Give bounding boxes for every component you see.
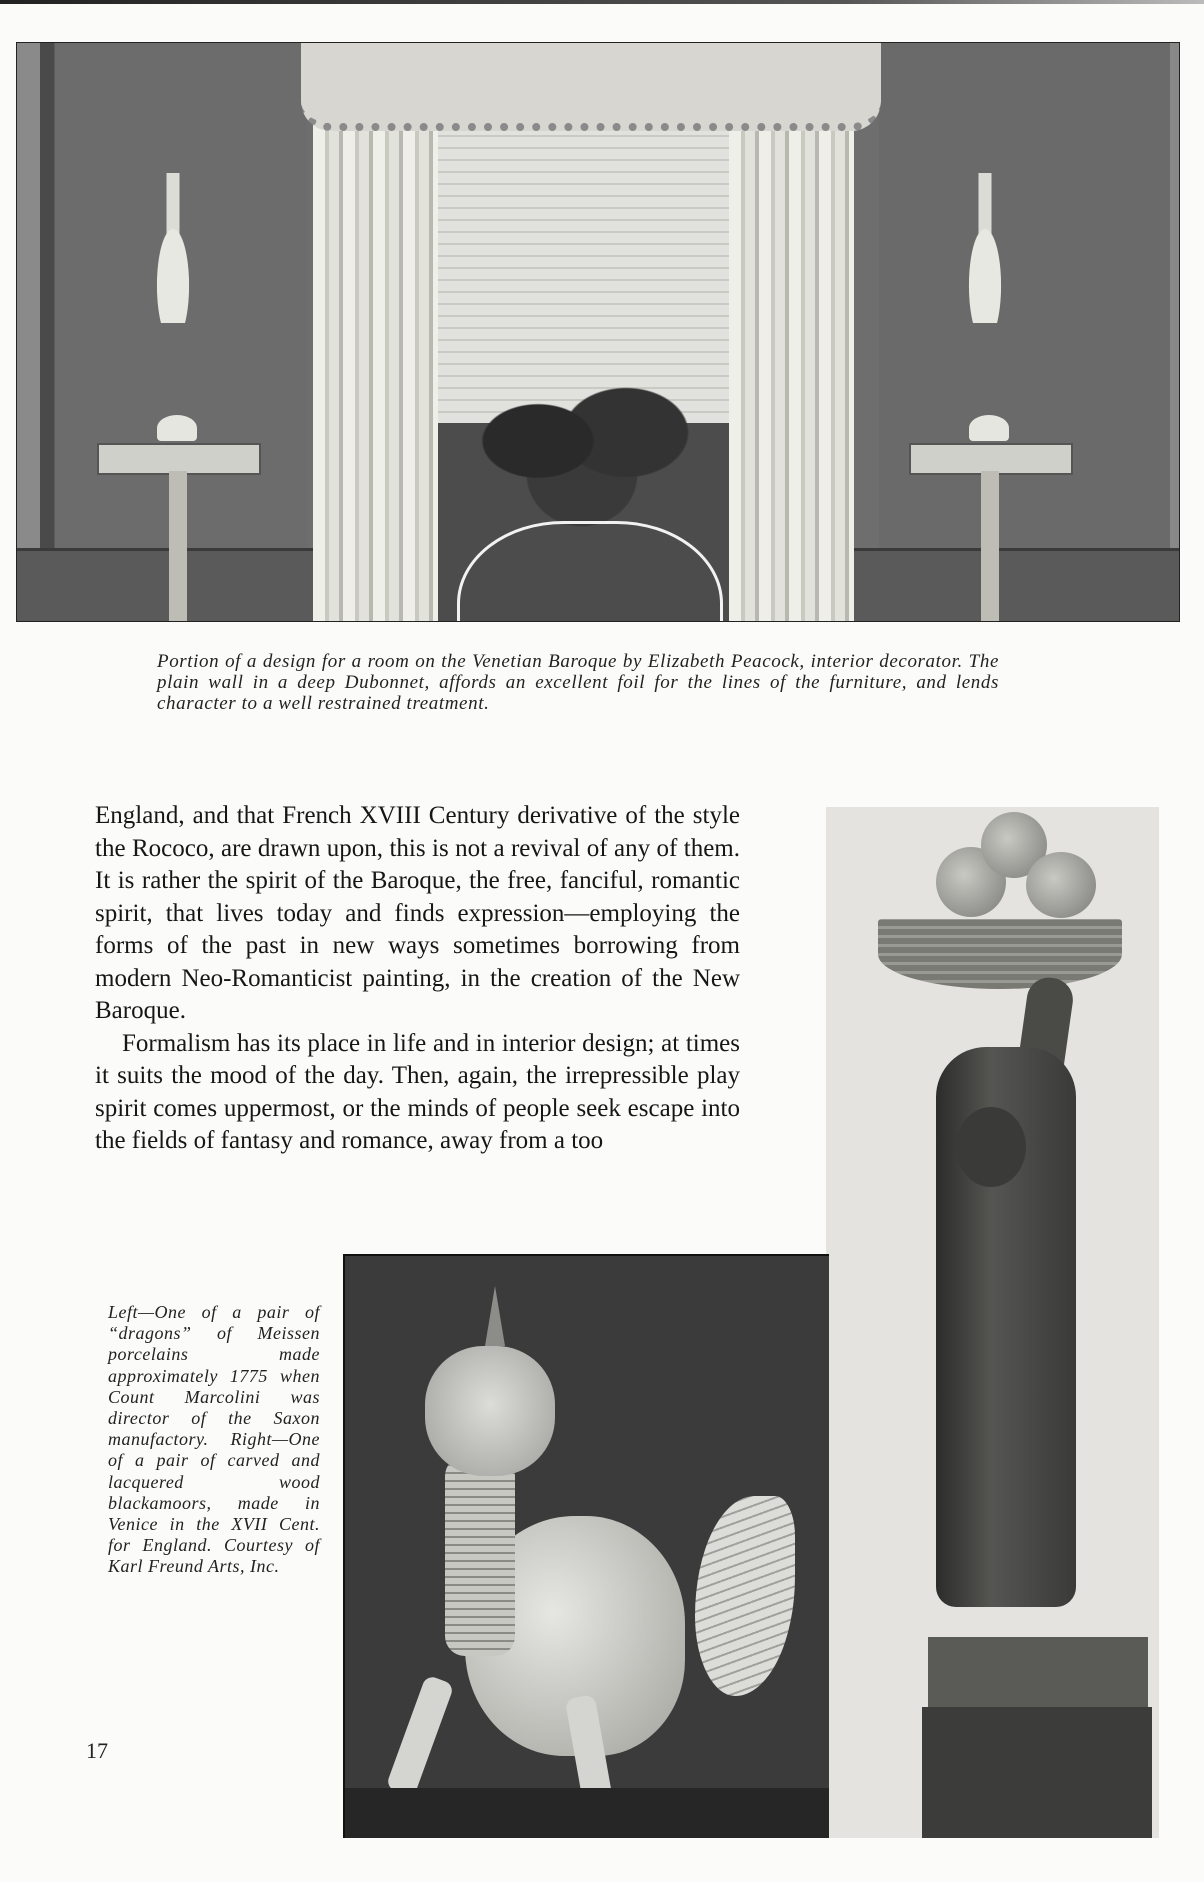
figure-head [956, 1107, 1026, 1187]
right-urn [969, 415, 1009, 441]
fruit [1026, 852, 1096, 918]
right-wall-sconce [953, 173, 1017, 323]
left-wall [17, 43, 307, 621]
right-console-leg [981, 471, 999, 621]
dragon-leg [385, 1674, 454, 1797]
dragon-wing [695, 1496, 795, 1696]
pedestal [922, 1707, 1152, 1838]
top-figure-caption: Portion of a design for a room on the Venetian Baroque by Elizabeth Peacock, interior decorator. The plain wall in a deep Dubonnet, affords an excellent foil for the lines of the furniture, and lends character to a well restrained treatment. [157, 651, 999, 714]
dragon-neck [445, 1456, 515, 1656]
bottom-figures-caption: Left—One of a pair of “dragons” of Meissen porcelains made approximately 1775 when Count Marcolini was director of the Saxon manufactory. Right—One of a pair of carved and lacquered wood blackamoors, made in Venice in the XVII Cent. for England. Courtesy of Karl Freund Arts, Inc. [108, 1302, 320, 1577]
page-top-edge [0, 0, 1204, 4]
left-curtain [313, 115, 438, 621]
room-design-photo [16, 42, 1180, 622]
pedestal-plinth [928, 1637, 1148, 1709]
valance [301, 43, 881, 131]
right-curtain [729, 115, 854, 621]
dragon-head [425, 1346, 555, 1476]
left-wall-sconce [141, 173, 205, 323]
dragon-base [345, 1788, 829, 1838]
body-paragraph: Formalism has its place in life and in interior design; at times it suits the mood of the day. Then, again, the irrepressible play spirit comes uppermost, or the minds of people seek escape into the fields of fantasy and romance, away from a too [95, 1029, 740, 1154]
fruit-basket [878, 919, 1122, 989]
right-wall [879, 43, 1179, 621]
article-body [95, 800, 740, 1158]
left-console-leg [169, 471, 187, 621]
dragon-horn [485, 1286, 505, 1346]
blackamoor-photo [826, 807, 1159, 1838]
body-paragraph: England, and that French XVIII Century derivative of the style the Rococo, are drawn upon, this is not a revival of any of them. It is rather the spirit of the Baroque, the free, fanciful, romantic spirit, that lives today and finds expression—employing the forms of the past in new ways sometimes borrowing from modern Neo-Romanticist painting, in the creation of the New Baroque. [95, 802, 740, 1024]
plant-arrangement [472, 373, 692, 543]
left-urn [157, 415, 197, 441]
dragon-photo [343, 1254, 829, 1838]
page-number: 17 [86, 1738, 108, 1763]
